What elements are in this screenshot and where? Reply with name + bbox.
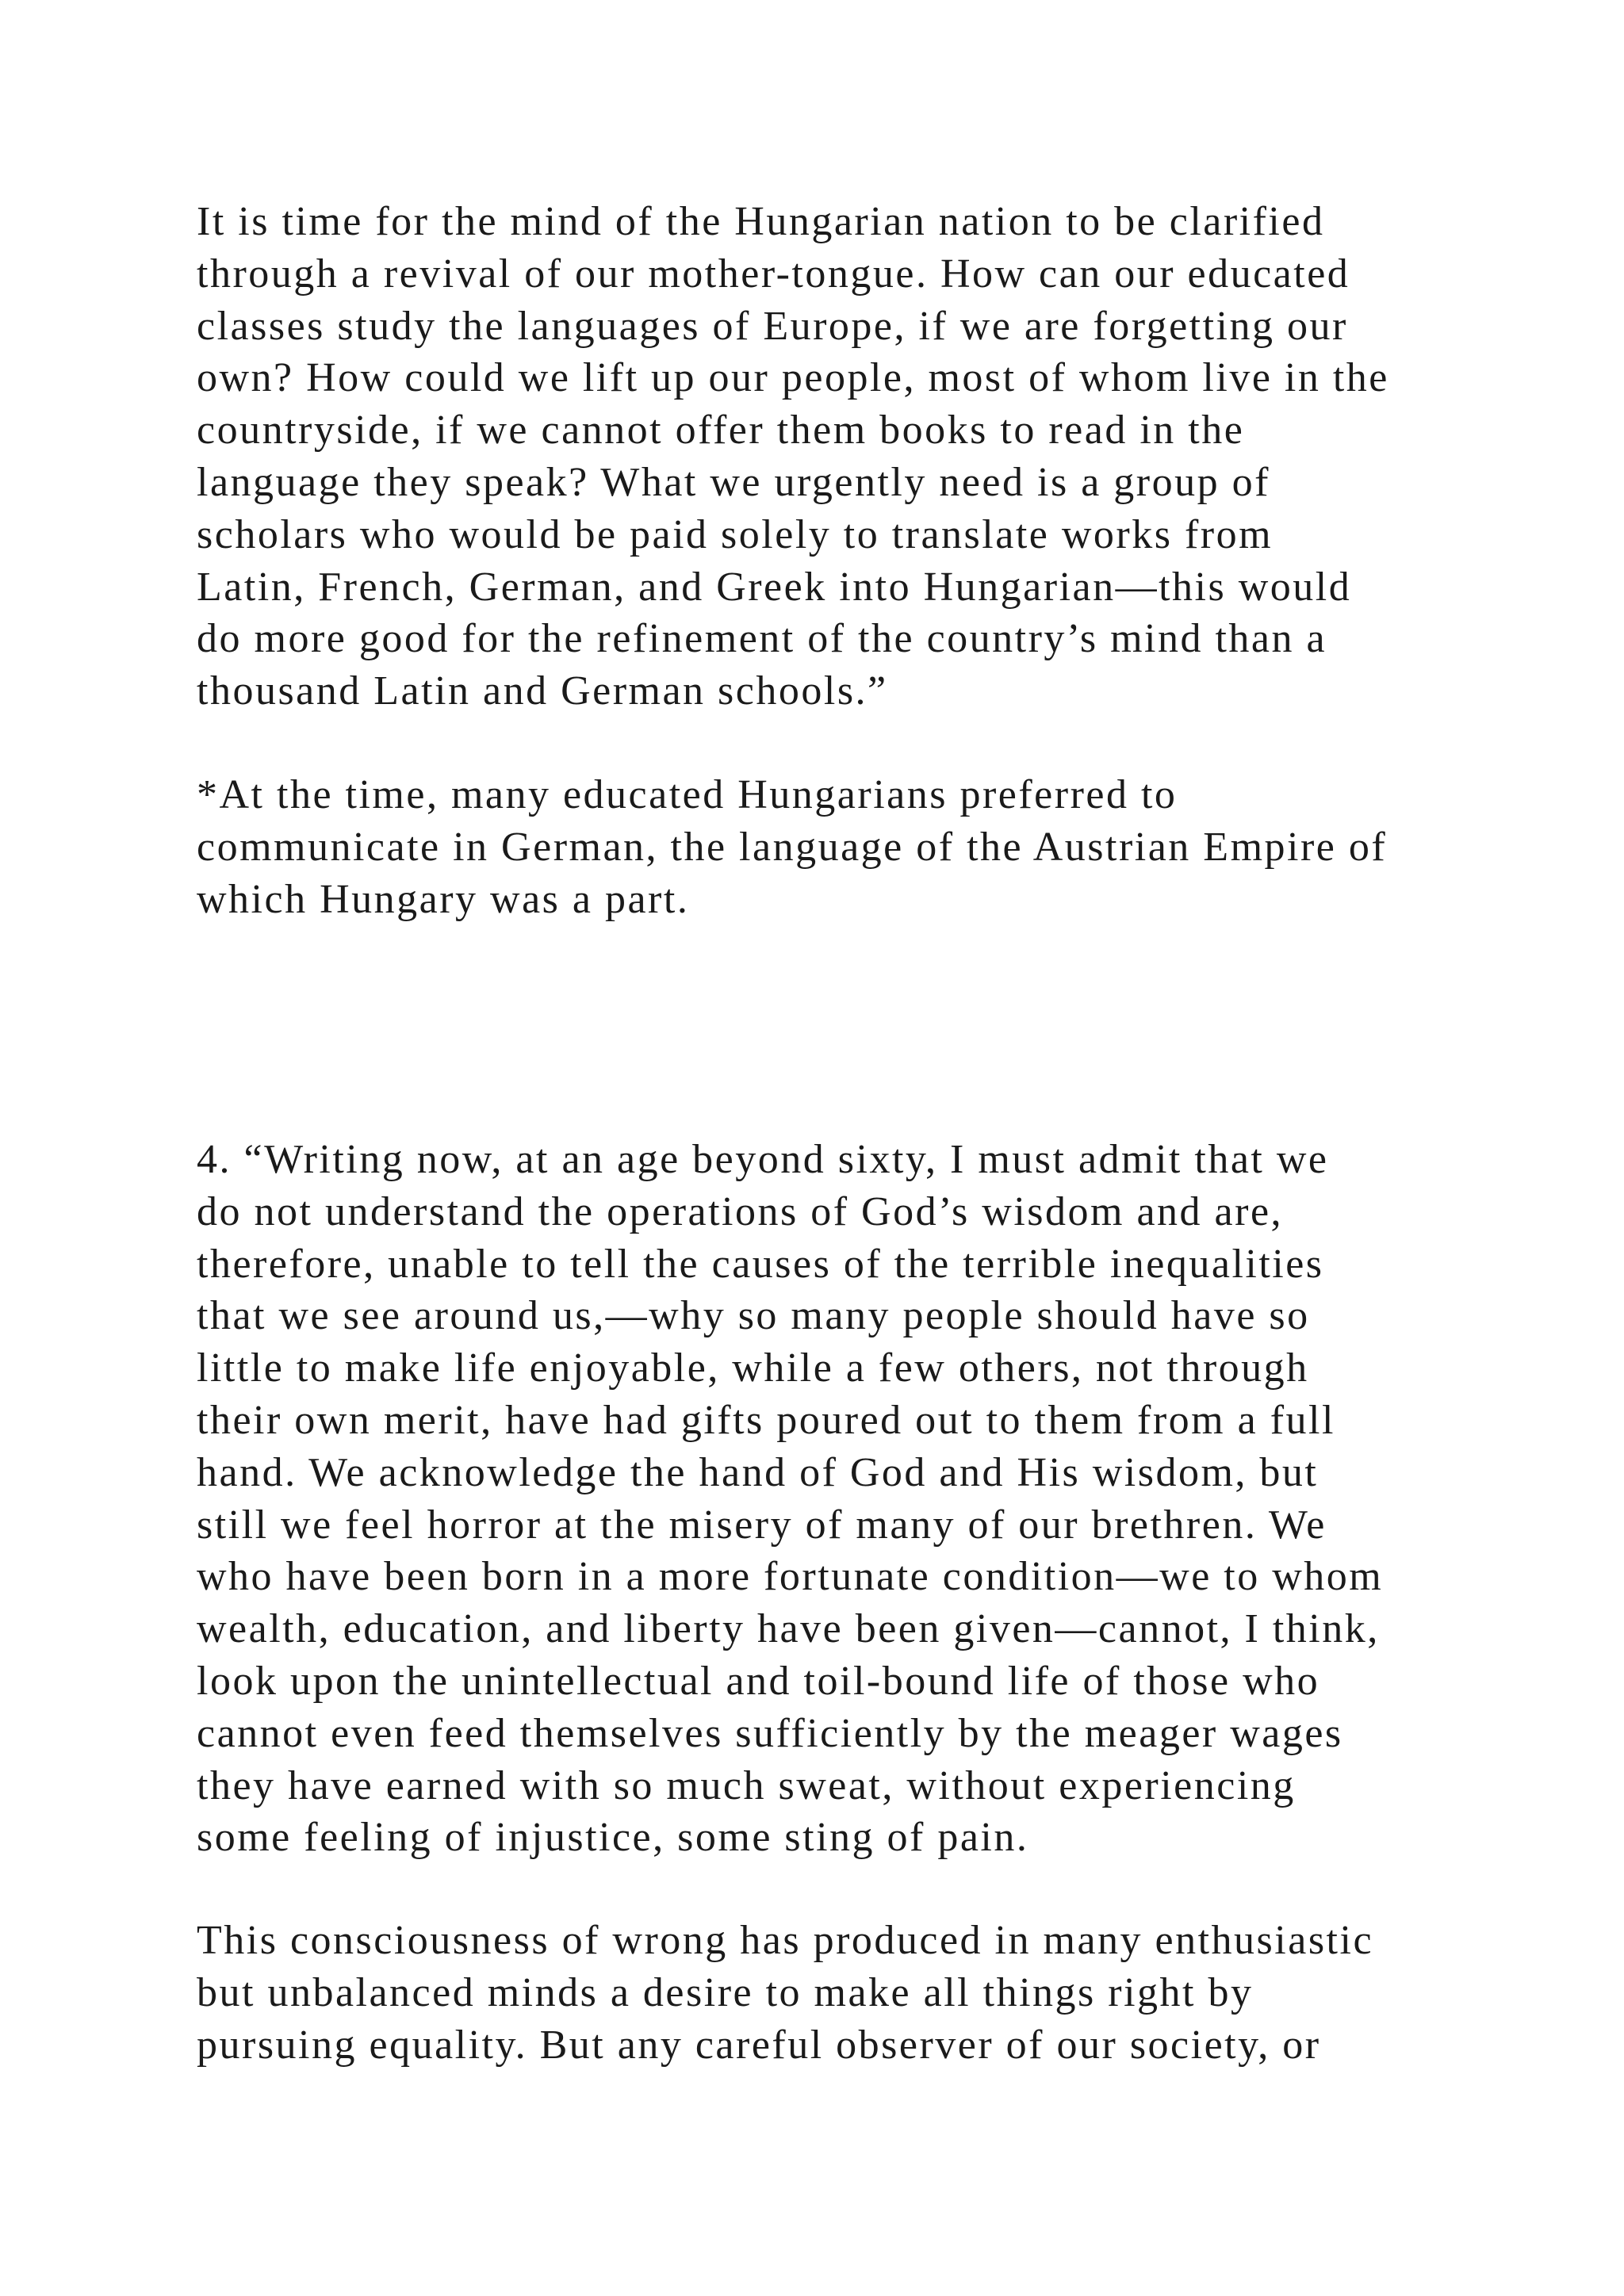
text-line: countryside, if we cannot offer them books to read in the: [197, 408, 1245, 453]
text-line: their own merit, have had gifts poured out to them from a full: [197, 1397, 1335, 1443]
text-line: language they speak? What we urgently need is a group of: [197, 459, 1270, 505]
text-line: do more good for the refinement of the country’s mind than a: [197, 616, 1327, 662]
text-line: Latin, French, German, and Greek into Hungarian—this would: [197, 564, 1352, 610]
paragraph-quote-4: [197, 1134, 1481, 1864]
text-line: wealth, education, and liberty have been given—cannot, I think,: [197, 1606, 1380, 1652]
footnote: [197, 769, 1481, 925]
text-line: classes study the languages of Europe, if we are forgetting our: [197, 303, 1348, 349]
text-line: some feeling of injustice, some sting of pain.: [197, 1815, 1029, 1861]
text-line: communicate in German, the language of the Austrian Empire of: [197, 824, 1388, 870]
paragraph-language-revival: [197, 196, 1481, 718]
text-line: thousand Latin and German schools.”: [197, 668, 888, 714]
text-line: but unbalanced minds a desire to make all things right by: [197, 1969, 1254, 2015]
text-line: own? How could we lift up our people, most of whom live in the: [197, 355, 1389, 401]
text-line: scholars who would be paid solely to translate works from: [197, 511, 1274, 557]
text-line: 4. “Writing now, at an age beyond sixty, I must admit that we: [197, 1137, 1329, 1182]
text-line: *At the time, many educated Hungarians preferred to: [197, 772, 1178, 817]
text-line: that we see around us,—why so many people should have so: [197, 1293, 1310, 1339]
text-line: do not understand the operations of God’s wisdom and are,: [197, 1188, 1284, 1234]
text-line: look upon the unintellectual and toil-bound life of those who: [197, 1658, 1320, 1704]
text-line: therefore, unable to tell the causes of the terrible inequalities: [197, 1241, 1324, 1287]
text-line: cannot even feed themselves sufficiently by the meager wages: [197, 1710, 1343, 1756]
paragraph-consciousness-of-wrong: [197, 1915, 1481, 2071]
text-line: pursuing equality. But any careful observer of our society, or: [197, 2022, 1321, 2068]
text-line: hand. We acknowledge the hand of God and His wisdom, but: [197, 1449, 1319, 1495]
text-line: who have been born in a more fortunate condition—we to whom: [197, 1554, 1384, 1600]
text-line: little to make life enjoyable, while a few others, not through: [197, 1345, 1309, 1391]
text-line: which Hungary was a part.: [197, 876, 690, 922]
text-line: still we feel horror at the misery of many of our brethren. We: [197, 1502, 1327, 1548]
text-line: through a revival of our mother-tongue. How can our educated: [197, 251, 1350, 297]
text-line: It is time for the mind of the Hungarian nation to be clarified: [197, 199, 1325, 244]
text-line: they have earned with so much sweat, without experiencing: [197, 1762, 1296, 1808]
text-line: This consciousness of wrong has produced in many enthusiastic: [197, 1918, 1374, 1963]
